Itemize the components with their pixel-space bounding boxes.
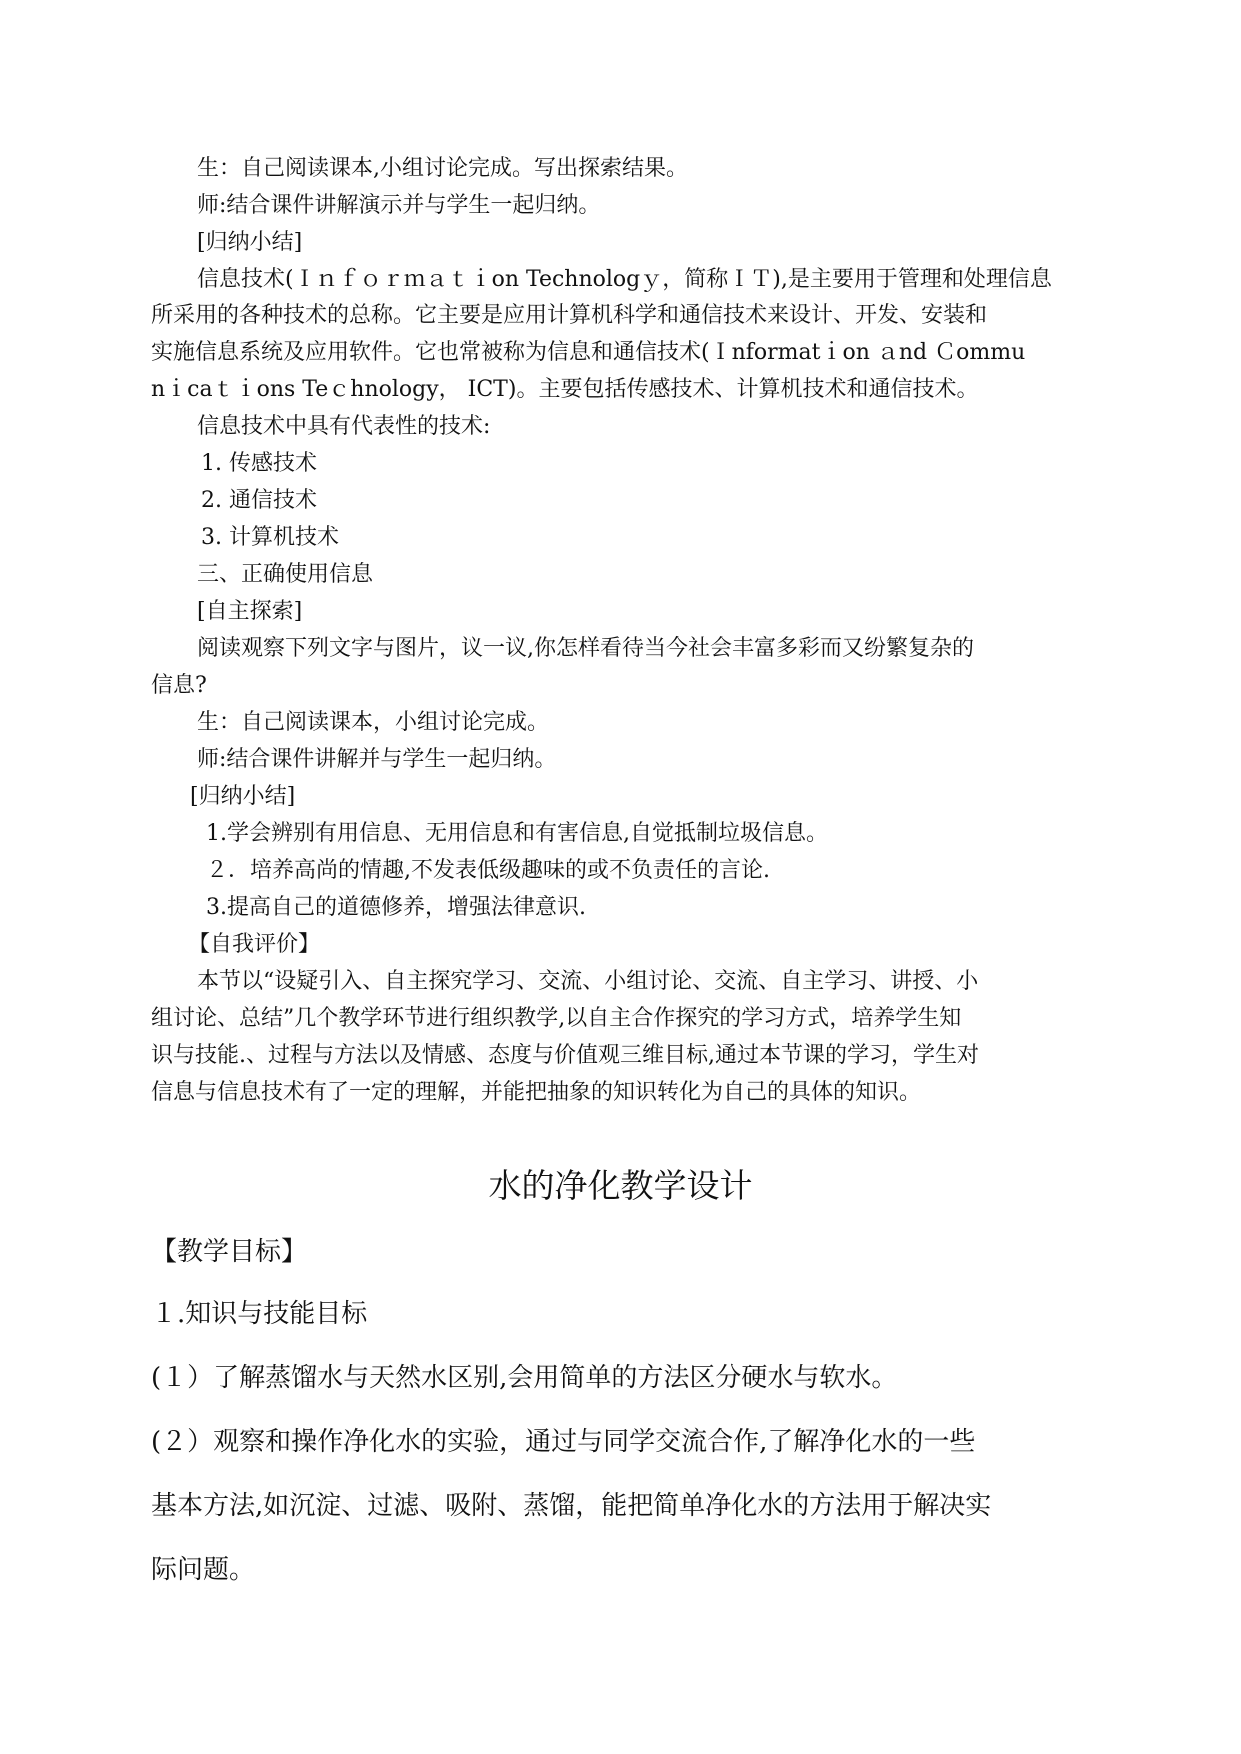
text-line: 生：自己阅读课本，小组讨论完成。 [197, 710, 550, 735]
text-line: [归纳小结] [190, 784, 296, 809]
text-line: 本节以“设疑引入、自主探究学习、交流、小组讨论、交流、自主学习、讲授、小 [197, 969, 979, 994]
text-line: [自主探索] [197, 599, 303, 624]
page-title: 水的净化教学设计 [488, 1166, 753, 1205]
text-line: 际问题。 [151, 1555, 256, 1585]
text-line: 信息与信息技术有了一定的理解，并能把抽象的知识转化为自己的具体的知识。 [151, 1080, 922, 1105]
text-line: 基本方法,如沉淀、过滤、吸附、蒸馏，能把简单净化水的方法用于解决实 [151, 1491, 992, 1521]
list-item: 3.提高自己的道德修养，增强法律意识. [206, 895, 586, 920]
text-line: 阅读观察下列文字与图片，议一议,你怎样看待当今社会丰富多彩而又纷繁复杂的 [197, 636, 974, 661]
text-line: 师:结合课件讲解演示并与学生一起归纳。 [197, 193, 601, 218]
text-line: 识与技能.、过程与方法以及情感、态度与价值观三维目标,通过本节课的学习，学生对 [151, 1043, 979, 1068]
list-item: 1.学会辨别有用信息、无用信息和有害信息,自觉抵制垃圾信息。 [206, 821, 828, 846]
text-line: 生：自己阅读课本,小组讨论完成。写出探索结果。 [197, 156, 688, 181]
text-line: 所采用的各种技术的总称。它主要是应用计算机科学和通信技术来设计、开发、安装和 [151, 303, 988, 328]
list-item: (２）观察和操作净化水的实验，通过与同学交流合作,了解净化水的一些 [151, 1427, 976, 1457]
section-heading: 三、正确使用信息 [197, 562, 374, 587]
text-line: 信息技术中具有代表性的技术: [197, 414, 491, 439]
list-item: (１）了解蒸馏水与天然水区别,会用简单的方法区分硬水与软水。 [151, 1363, 898, 1393]
subsection-heading: １.知识与技能目标 [151, 1299, 368, 1329]
list-item: 2. 通信技术 [201, 488, 317, 513]
list-item: 3. 计算机技术 [201, 525, 339, 550]
text-line: 【自我评价】 [188, 932, 321, 957]
text-line: 组讨论、总结”几个教学环节进行组织教学,以自主合作探究的学习方式，培养学生知 [151, 1006, 962, 1031]
text-line: nｉcaｔｉons Teｃhnology， ICT)。主要包括传感技术、计算机技术和通信技术。 [151, 377, 979, 402]
list-item: 1. 传感技术 [201, 451, 317, 476]
text-line: [归纳小结] [197, 230, 303, 255]
list-item: ２．培养高尚的情趣,不发表低级趣味的或不负责任的言论. [206, 858, 770, 883]
text-line: 信息? [151, 673, 207, 698]
text-line: 实施信息系统及应用软件。它也常被称为信息和通信技术(Ｉnformatｉon ａnd Ｃommu [151, 340, 1026, 365]
section-heading: 【教学目标】 [151, 1237, 308, 1267]
text-line: 师:结合课件讲解并与学生一起归纳。 [197, 747, 557, 772]
text-line: 信息技术(Ｉｎｆｏｒｍａｔｉon Technologｙ，简称ＩＴ),是主要用于管理和处理信息 [197, 267, 1052, 292]
